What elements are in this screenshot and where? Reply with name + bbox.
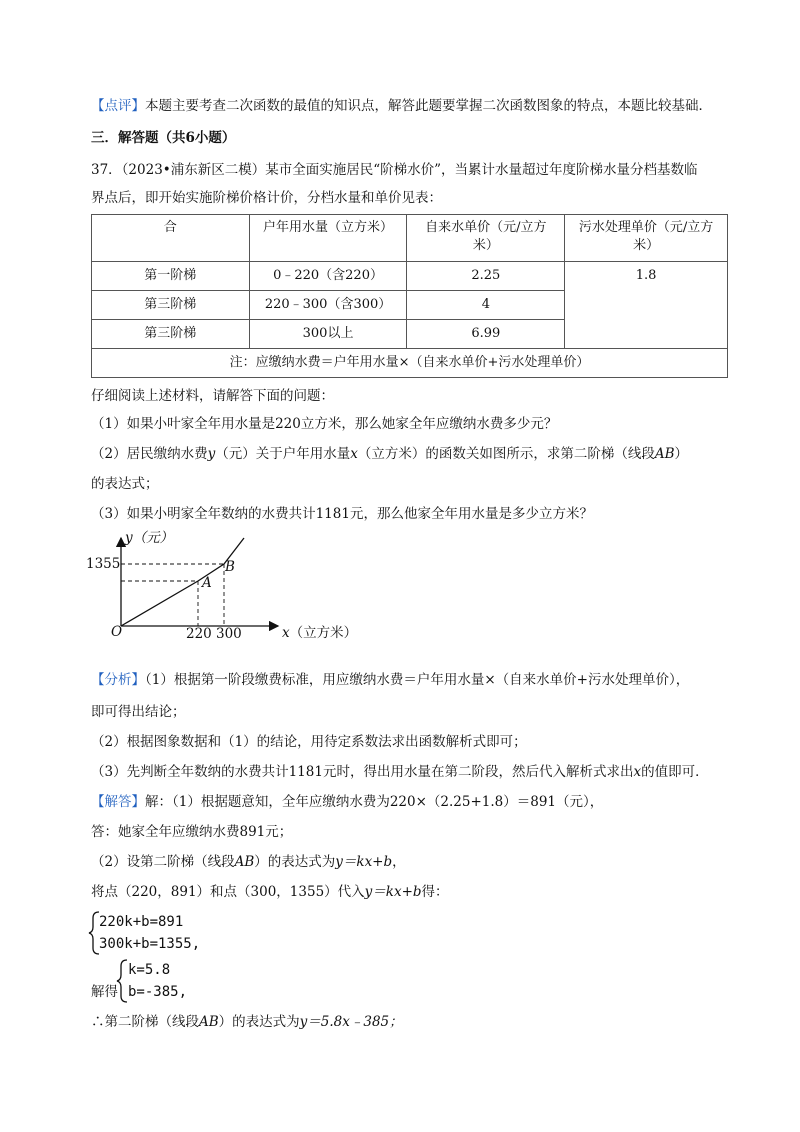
table-cell: 0﹣220（含220） <box>249 262 407 291</box>
section-title: 三．解答题（共6小题） <box>91 130 236 146</box>
table-cell: 第一阶梯 <box>92 262 250 291</box>
analysis-line-4: （3）先判断全年数纳的水费共计1181元时，得出用水量在第二阶段，然后代入解析式求出x的值即可． <box>91 764 709 780</box>
table-cell: 4 <box>407 291 565 320</box>
comment-tag: 【点评】 <box>91 98 145 114</box>
point-label-b: B <box>225 559 235 575</box>
question-2: （2）居民缴纳水费y（元）关于户年用水量x（立方米）的函数关如图所示，求第二阶梯（线段AB） <box>91 446 689 462</box>
x-axis-label: x（立方米） <box>282 625 358 641</box>
table-cell: 6.99 <box>407 320 565 349</box>
system-1-eq-1: 220k+b=891 <box>99 914 184 930</box>
answer-line-1: 【解答】解：（1）根据题意知，全年应缴纳水费为220×（2.25+1.8）＝891（元）， <box>91 794 604 810</box>
system-1-eq-2: 300k+b=1355, <box>99 936 201 952</box>
x-tick-label: 220 <box>186 626 212 642</box>
table-note: 注：应缴纳水费＝户年用水量×（自来水单价+污水处理单价） <box>92 349 728 378</box>
table-cell: 第三阶梯 <box>92 320 250 349</box>
table-header-cell: 自来水单价（元/立方 米） <box>407 215 565 262</box>
system-2-eq-2: b=-385, <box>128 984 188 1000</box>
table-cell: 第三阶梯 <box>92 291 250 320</box>
table-cell: 300以上 <box>249 320 407 349</box>
table-cell: 2.25 <box>407 262 565 291</box>
origin-label: O <box>111 624 123 640</box>
question-2-line-2: 的表达式； <box>91 476 159 492</box>
table-cell-sewage: 1.8 <box>565 262 728 349</box>
solve-label: 解得 <box>91 984 118 1000</box>
point-label-a: A <box>202 575 212 591</box>
x-tick-label: 300 <box>216 626 242 642</box>
answer-line-2: 答：她家全年应缴纳水费891元； <box>91 824 293 840</box>
table-header-cell: 合 <box>92 215 250 262</box>
problem-line-2: 界点后，即开始实施阶梯价格计价，分档水量和单价见表： <box>91 190 442 206</box>
problem-line-1: 37．（2023•浦东新区二模）某市全面实施居民“阶梯水价”，当累计水量超过年度阶梯水量分档基数临 <box>91 162 698 178</box>
table-header-cell: 户年用水量（立方米） <box>249 215 407 262</box>
question-1: （1）如果小叶家全年用水量是220立方米，那么她家全年应缴纳水费多少元？ <box>91 416 558 432</box>
y-axis-label: y（元） <box>125 530 174 546</box>
table-header-cell: 污水处理单价（元/立方 米） <box>565 215 728 262</box>
analysis-line-2: 即可得出结论； <box>91 704 186 720</box>
answer-line-3: （2）设第二阶梯（线段AB）的表达式为y＝kx+b， <box>91 854 406 870</box>
y-tick-label: 1355 <box>86 556 121 572</box>
question-3: （3）如果小明家全年数纳的水费共计1181元，那么他家全年用水量是多少立方米？ <box>91 506 593 522</box>
analysis-line-1: 【分析】（1）根据第一阶段缴费标准，用应缴纳水费＝户年用水量×（自来水单价+污水处理单价）， <box>91 672 690 688</box>
analysis-line-3: （2）根据图象数据和（1）的结论，用待定系数法求出函数解析式即可； <box>91 734 527 750</box>
answer-line-4: 将点（220，891）和点（300，1355）代入y＝kx+b得： <box>91 884 449 900</box>
system-2-eq-1: k=5.8 <box>128 962 171 978</box>
answer-final: ∴第二阶梯（线段AB）的表达式为y＝5.8x﹣385； <box>91 1014 403 1030</box>
function-curve <box>121 538 244 626</box>
comment-text: 本题主要考查二次函数的最值的知识点，解答此题要掌握二次函数图象的特点，本题比较基础． <box>145 98 712 114</box>
read-prompt: 仔细阅读上述材料，请解答下面的问题： <box>91 388 334 404</box>
table-cell: 220﹣300（含300） <box>249 291 407 320</box>
